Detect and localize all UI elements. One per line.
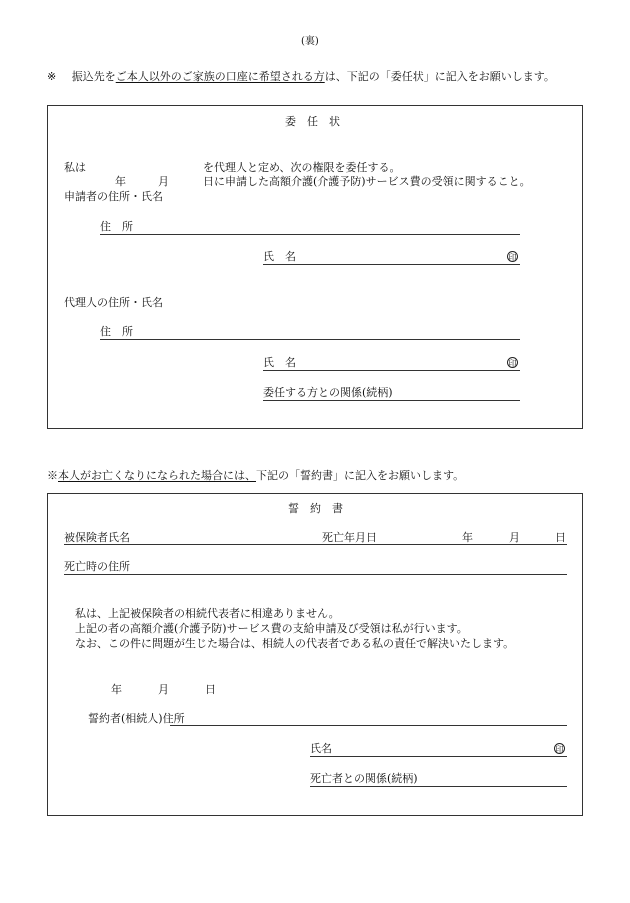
proxy-line1-start: 私は [64, 161, 86, 174]
signer-name-field[interactable] [310, 756, 567, 757]
oath-title: 誓 約 書 [288, 502, 343, 515]
oath-month-label: 月 [158, 683, 169, 696]
notice2-suffix: 下記の「誓約書」に記入をお願いします。 [256, 469, 465, 482]
page-side-label: (裏) [301, 36, 319, 47]
signer-name-label: 氏名 [310, 742, 332, 755]
agent-address-field[interactable] [100, 339, 520, 340]
agent-name-field[interactable] [263, 370, 520, 371]
applicant-address-field[interactable] [100, 234, 520, 235]
proxy-line2-end: 日に申請した高額介護(介護予防)サービス費の受領に関すること。 [203, 175, 531, 188]
insured-info-field[interactable] [64, 544, 567, 545]
notice-prefix: 振込先を [71, 70, 116, 83]
notice-suffix: は、下記の「委任状」に記入をお願いします。 [324, 70, 555, 83]
notice-underlined: ご本人以外のご家族の口座に希望される方 [115, 70, 325, 83]
signer-seal-icon: 印 [555, 745, 564, 754]
address-at-death-field[interactable] [64, 574, 567, 575]
signer-relation-label: 死亡者との関係(続柄) [310, 772, 418, 785]
death-year-label: 年 [462, 531, 473, 544]
agent-seal-icon: 印 [508, 359, 517, 368]
signer-address-label: 誓約者(相続人)住所 [88, 712, 185, 725]
notice2-mark: ※ [47, 469, 58, 482]
applicant-header: 申請者の住所・氏名 [64, 190, 163, 203]
oath-day-label: 日 [205, 683, 216, 696]
notice-proxy [47, 70, 555, 83]
oath-year-label: 年 [111, 683, 122, 696]
signer-address-field[interactable] [170, 725, 567, 726]
agent-header: 代理人の住所・氏名 [64, 296, 163, 309]
proxy-line1-end: を代理人と定め、次の権限を委任する。 [203, 161, 401, 174]
agent-address-label: 住 所 [100, 325, 133, 338]
death-month-label: 月 [509, 531, 520, 544]
notice-oath [47, 469, 464, 482]
agent-name-label: 氏 名 [263, 356, 296, 369]
signer-relation-field[interactable] [310, 786, 567, 787]
death-date-label: 死亡年月日 [322, 531, 377, 544]
agent-relation-label: 委任する方との関係(続柄) [263, 386, 393, 399]
proxy-year-label: 年 [115, 175, 126, 188]
applicant-name-label: 氏 名 [263, 250, 296, 263]
oath-body-line3: なお、この件に問題が生じた場合は、相続人の代表者である私の責任で解決いたします。 [75, 637, 515, 650]
notice2-underlined: 本人がお亡くなりになられた場合には、 [58, 469, 256, 482]
oath-body-line1: 私は、上記被保険者の相続代表者に相違ありません。 [75, 607, 340, 620]
proxy-month-label: 月 [158, 175, 169, 188]
applicant-seal-icon: 印 [508, 253, 517, 262]
agent-relation-field[interactable] [263, 400, 520, 401]
notice-mark: ※ [47, 70, 57, 83]
proxy-form-box [47, 105, 583, 429]
applicant-name-field[interactable] [263, 264, 520, 265]
proxy-title: 委 任 状 [285, 115, 340, 128]
insured-name-label: 被保険者氏名 [64, 531, 130, 544]
address-at-death-label: 死亡時の住所 [64, 560, 130, 573]
death-day-label: 日 [555, 531, 566, 544]
oath-body-line2: 上記の者の高額介護(介護予防)サービス費の支給申請及び受領は私が行います。 [75, 622, 468, 635]
applicant-address-label: 住 所 [100, 220, 133, 233]
